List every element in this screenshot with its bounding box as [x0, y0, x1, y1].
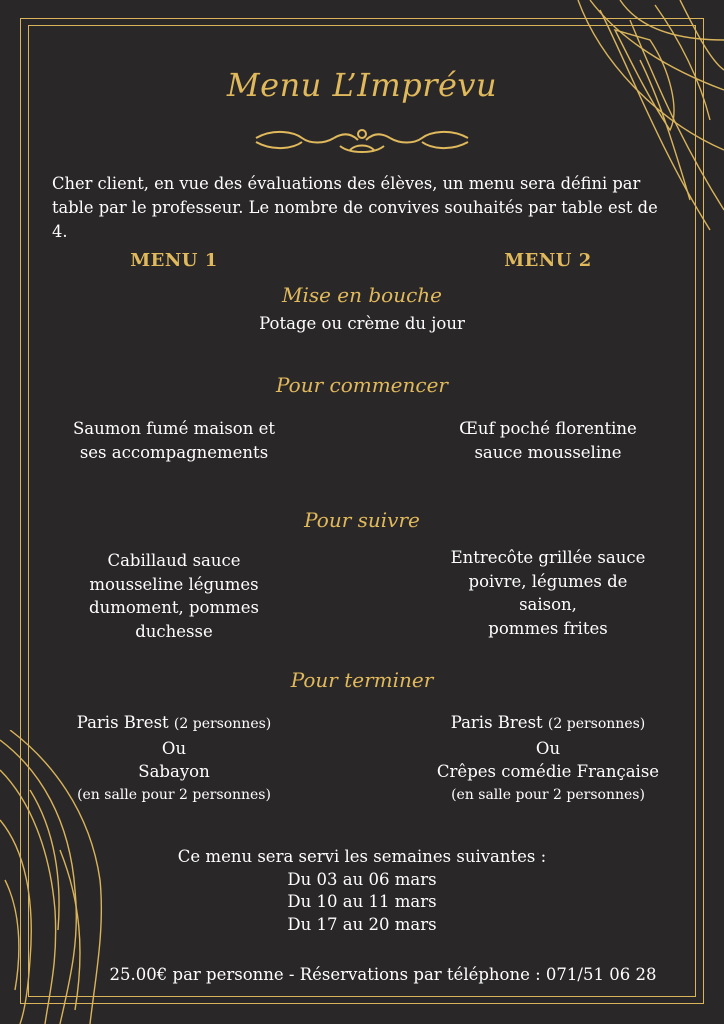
dish-line: Cabillaud sauce — [107, 551, 241, 570]
dessert-menu-1 — [34, 711, 314, 807]
ornament-divider — [254, 124, 470, 160]
dessert-line — [34, 711, 314, 737]
dish-line: sauce mousseline — [474, 442, 622, 462]
starter-menu-1 — [44, 417, 304, 464]
dessert-note: (en salle pour 2 personnes) — [451, 786, 645, 803]
dish-line: Saumon fumé maison et — [72, 419, 276, 438]
section-heading-mise-en-bouche: Mise en bouche — [281, 283, 443, 307]
dish-line: duchesse — [135, 621, 213, 641]
service-dates — [0, 846, 724, 936]
dessert-menu-2 — [408, 711, 688, 807]
dessert-name: Paris Brest — [450, 713, 543, 732]
section-heading-pour-terminer: Pour terminer — [290, 668, 434, 692]
starter-menu-2 — [418, 417, 678, 464]
dish-line: mousseline légumes — [89, 574, 259, 594]
main-menu-1 — [44, 549, 304, 643]
dessert-alt: Sabayon — [138, 762, 210, 781]
menu-title: Menu L’Imprévu — [226, 66, 498, 104]
dish-line: Œuf poché florentine — [459, 419, 637, 438]
section-heading-pour-suivre: Pour suivre — [304, 508, 420, 532]
intro-paragraph: Cher client, en vue des évaluations des élèves, un menu sera défini par table par le professeur. Le nombre de convives souhaités par table est de 4. — [52, 174, 658, 241]
date-week: Du 10 au 11 mars — [287, 892, 437, 911]
dish-line: poivre, légumes de — [468, 571, 628, 591]
menu-2-heading: MENU 2 — [504, 250, 592, 271]
dessert-line — [408, 711, 688, 737]
dessert-portion: (2 personnes) — [173, 716, 272, 732]
dish-line: saison, — [519, 595, 577, 614]
amuse-dish: Potage ou crème du jour — [259, 314, 465, 333]
dessert-portion: (2 personnes) — [547, 716, 646, 732]
date-week: Du 17 au 20 mars — [287, 914, 437, 934]
dessert-alt: Crêpes comédie Française — [436, 762, 660, 781]
dessert-or: Ou — [161, 738, 187, 758]
dessert-or: Ou — [535, 738, 561, 758]
dessert-name: Paris Brest — [76, 713, 169, 732]
dish-line: pommes frites — [488, 618, 608, 638]
main-menu-2 — [418, 546, 678, 640]
dish-line: ses accompagnements — [79, 442, 269, 462]
price-and-reservation: 25.00€ par personne - Réservations par téléphone : 071/51 06 28 — [109, 965, 657, 984]
dish-line: dumoment, pommes — [89, 598, 259, 617]
dates-intro: Ce menu sera servi les semaines suivantes : — [177, 847, 547, 866]
dessert-note: (en salle pour 2 personnes) — [77, 786, 271, 803]
section-heading-pour-commencer: Pour commencer — [276, 373, 448, 397]
date-week: Du 03 au 06 mars — [287, 869, 437, 889]
dish-line: Entrecôte grillée sauce — [450, 548, 646, 567]
menu-1-heading: MENU 1 — [130, 250, 218, 271]
